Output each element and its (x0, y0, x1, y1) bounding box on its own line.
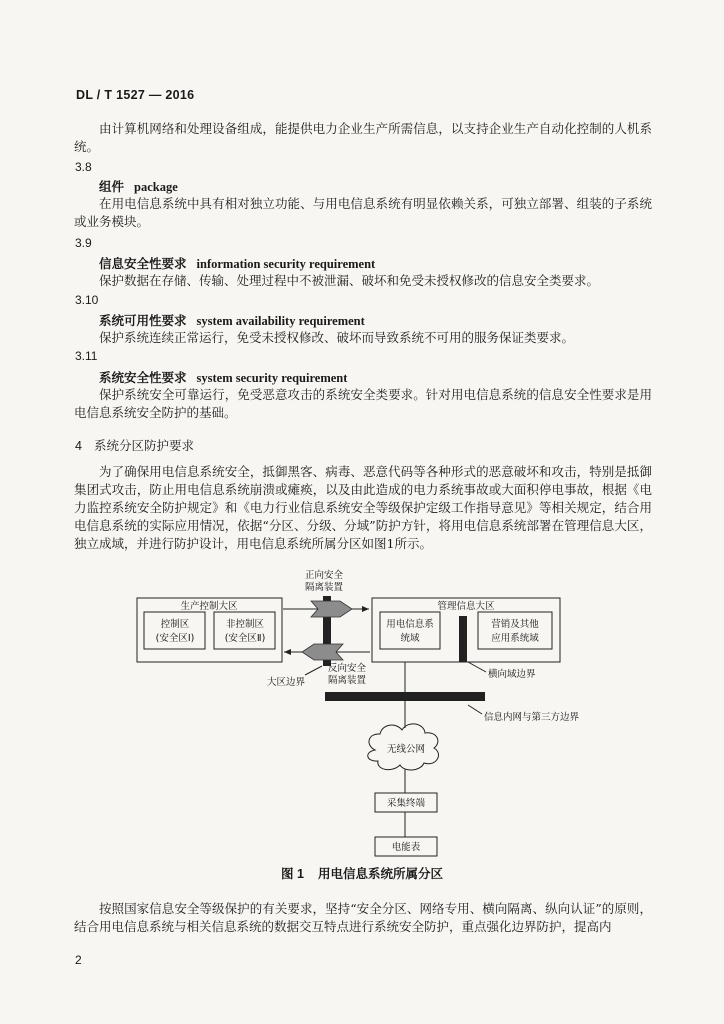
production-zone-label: 生产控制大区 (180, 601, 238, 612)
figure-title: 用电信息系统所属分区 (317, 866, 443, 881)
section-number: 4 (75, 439, 82, 453)
terminal-label: 采集终端 (386, 798, 426, 809)
term-en: package (134, 180, 178, 194)
figure-caption (0, 864, 724, 882)
definition-3-11: 保护系统安全可靠运行，免受恶意攻击的系统安全类要求。针对用电信息系统的信息安全性要求是用电信息系统安全防护的基础。 (74, 387, 652, 420)
clause-number-3-9: 3.9 (75, 236, 92, 250)
horizontal-boundary-bar (459, 616, 467, 662)
uis-domain-label-2: 统域 (400, 633, 420, 644)
term-cn: 信息安全性要求 (99, 256, 187, 271)
clause-number-3-11: 3.11 (75, 349, 98, 363)
reverse-isolation-label-1: 反向安全 (327, 663, 367, 674)
definition-3-8: 在用电信息系统中具有相对独立功能、与用电信息系统有明显依赖关系，可独立部署、组装的子系统或业务模块。 (74, 196, 652, 229)
figure-label: 图 1 (281, 867, 304, 881)
term-en: system availability requirement (196, 314, 365, 328)
definition-3-10: 保护系统连续正常运行，免受未授权修改、破坏而导致系统不可用的服务保证类要求。 (99, 330, 575, 345)
section-title: 系统分区防护要求 (93, 438, 194, 453)
section-4-paragraph-1: 为了确保用电信息系统安全，抵御黑客、病毒、恶意代码等各种形式的恶意破坏和攻击，特别是抵御集团式攻击，防止用电信息系统崩溃或瘫痪，以及由此造成的电力系统事故或大面积停电事故，根据《电力监控系统安全防护规定》和《电力行业信息系统安全等级保护定级工作指导意见》等相关规定，结合用电信息系统的实际应用情况，依据“分区、分级、分域”防护方针，将用电信息系统部署在管理信息大区，独立成域，并进行防护设计，用电信息系统所属分区如图1所示。 (74, 464, 652, 551)
continued-paragraph: 由计算机网络和处理设备组成，能提供电力企业生产所需信息，以支持企业生产自动化控制的人机系统。 (74, 121, 652, 154)
third-party-boundary-label: 信息内网与第三方边界 (484, 712, 580, 723)
forward-isolation-label-1: 正向安全 (304, 570, 344, 581)
meter-label: 电能表 (391, 842, 421, 853)
noncontrol-zone-label-2: (安全区Ⅱ) (224, 633, 266, 644)
standard-number: DL / T 1527 — 2016 (76, 88, 195, 102)
definition-3-9: 保护数据在存储、传输、处理过程中不被泄漏、破坏和免受未授权修改的信息安全类要求。 (99, 273, 600, 288)
term-en: information security requirement (196, 257, 376, 271)
term-cn: 系统可用性要求 (99, 313, 187, 328)
horizontal-boundary-label: 横向域边界 (488, 669, 536, 680)
third-party-boundary-bar (325, 692, 485, 701)
marketing-domain-label-2: 应用系统域 (491, 633, 539, 644)
page-number: 2 (75, 953, 82, 967)
clause-number-3-10: 3.10 (75, 293, 99, 307)
uis-domain-label-1: 用电信息系 (386, 619, 434, 630)
forward-isolation-label-2: 隔离装置 (304, 582, 344, 593)
control-zone-label-2: (安全区Ⅰ) (155, 633, 195, 644)
marketing-domain-label-1: 营销及其他 (491, 619, 539, 630)
term-cn: 系统安全性要求 (99, 370, 187, 385)
noncontrol-zone-label-1: 非控制区 (225, 619, 265, 630)
clause-number-3-8: 3.8 (75, 160, 92, 174)
zone-boundary-label: 大区边界 (266, 677, 306, 688)
reverse-isolation-label-2: 隔离装置 (327, 675, 367, 686)
term-en: system security requirement (196, 371, 348, 385)
wireless-label: 无线公网 (386, 744, 426, 755)
control-zone-label-1: 控制区 (160, 619, 190, 630)
section-4-paragraph-2: 按照国家信息安全等级保护的有关要求，坚持“安全分区、网络专用、横向隔离、纵向认证”的原则，结合用电信息系统与相关信息系统的数据交互特点进行系统安全防护，重点强化边界防护，提高内 (74, 901, 652, 934)
term-cn: 组件 (99, 179, 125, 194)
management-zone-label: 管理信息大区 (437, 601, 495, 612)
